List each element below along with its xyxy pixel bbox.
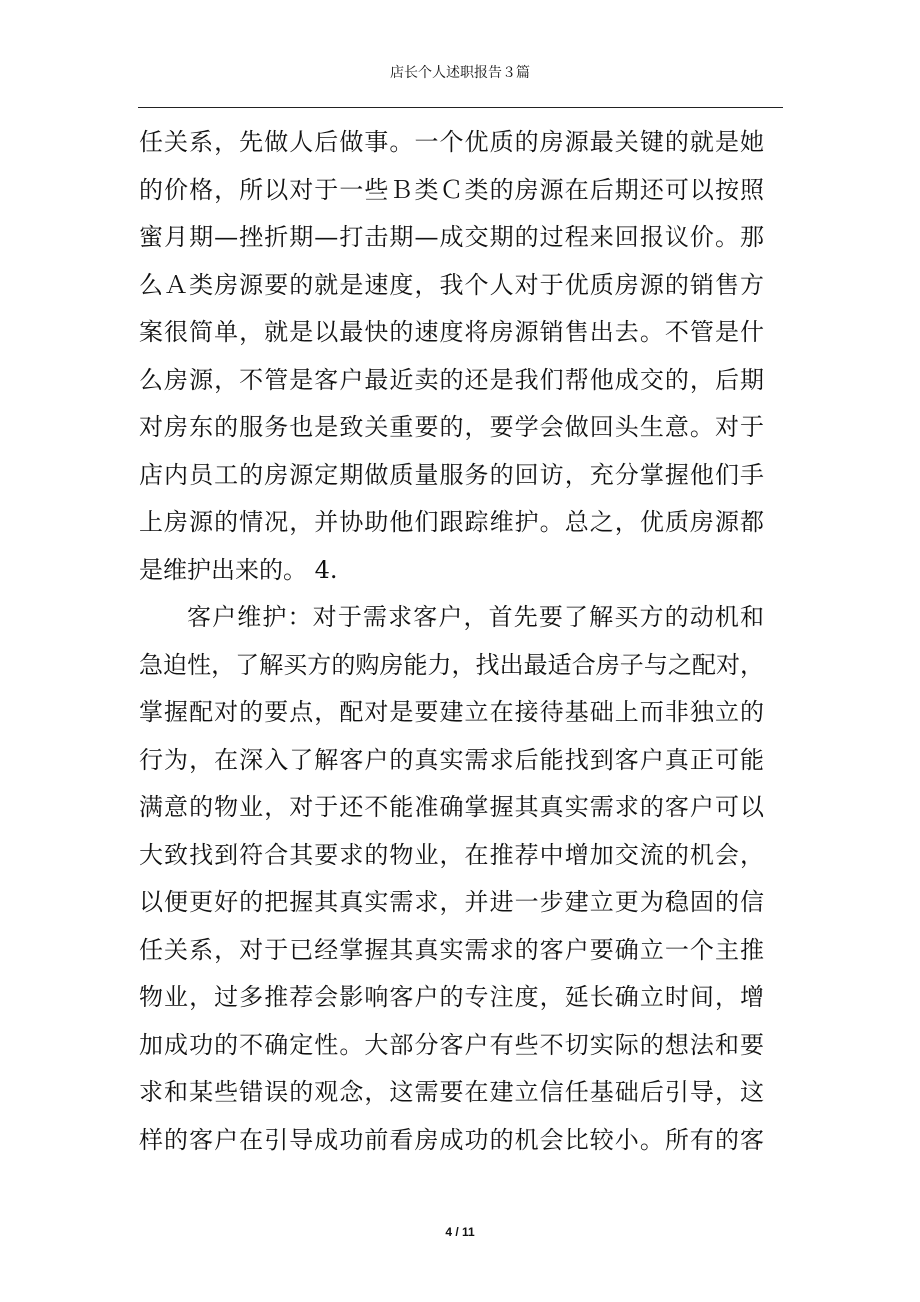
header-divider bbox=[138, 107, 783, 108]
text-line: 对房东的服务也是致关重要的，要学会做回头生意。对于 bbox=[139, 413, 764, 441]
text-line: 么房源，不管是客户最近卖的还是我们帮他成交的，后期 bbox=[139, 365, 764, 394]
text-line: 求和某些错误的观念，这需要在建立信任基础后引导，这 bbox=[139, 1078, 764, 1106]
text-line: 是维护出来的。 4. bbox=[139, 555, 338, 584]
document-body bbox=[139, 119, 764, 1164]
text-line: 客户维护：对于需求客户，首先要了解买方的动机和 bbox=[187, 603, 764, 631]
text-line: 案很简单，就是以最快的速度将房源销售出去。不管是什 bbox=[139, 318, 764, 346]
text-line: 任关系，对于已经掌握其真实需求的客户要确立一个主推 bbox=[139, 935, 764, 964]
text-line: 以便更好的把握其真实需求，并进一步建立更为稳固的信 bbox=[139, 888, 764, 916]
text-line: 的价格，所以对于一些Ｂ类Ｃ类的房源在后期还可以按照 bbox=[139, 175, 764, 204]
page-number: 4 / 11 bbox=[445, 1225, 475, 1239]
text-line: 上房源的情况，并协助他们跟踪维护。总之，优质房源都 bbox=[139, 508, 764, 536]
text-line: 大致找到符合其要求的物业，在推荐中增加交流的机会， bbox=[139, 840, 764, 869]
paragraph-1 bbox=[139, 119, 764, 594]
text-line: 店内员工的房源定期做质量服务的回访，充分掌握他们手 bbox=[139, 460, 764, 489]
paragraph-2 bbox=[139, 594, 764, 1164]
text-line: 任关系，先做人后做事。一个优质的房源最关键的就是她 bbox=[139, 128, 764, 156]
text-line: 物业，过多推荐会影响客户的专注度，延长确立时间，增 bbox=[139, 983, 764, 1011]
text-line: 加成功的不确定性。大部分客户有些不切实际的想法和要 bbox=[139, 1030, 764, 1059]
text-line: 行为，在深入了解客户的真实需求后能找到客户真正可能 bbox=[139, 745, 764, 774]
text-line: 急迫性，了解买方的购房能力，找出最适合房子与之配对， bbox=[139, 650, 764, 679]
text-line: 满意的物业，对于还不能准确掌握其真实需求的客户可以 bbox=[139, 793, 764, 821]
text-line: 样的客户在引导成功前看房成功的机会比较小。所有的客 bbox=[139, 1125, 764, 1154]
document-header: 店长个人述职报告３篇 bbox=[390, 65, 530, 81]
text-line: 么Ａ类房源要的就是速度，我个人对于优质房源的销售方 bbox=[139, 270, 764, 299]
text-line: 蜜月期—挫折期—打击期—成交期的过程来回报议价。那 bbox=[139, 223, 764, 251]
text-line: 掌握配对的要点，配对是要建立在接待基础上而非独立的 bbox=[139, 698, 764, 726]
